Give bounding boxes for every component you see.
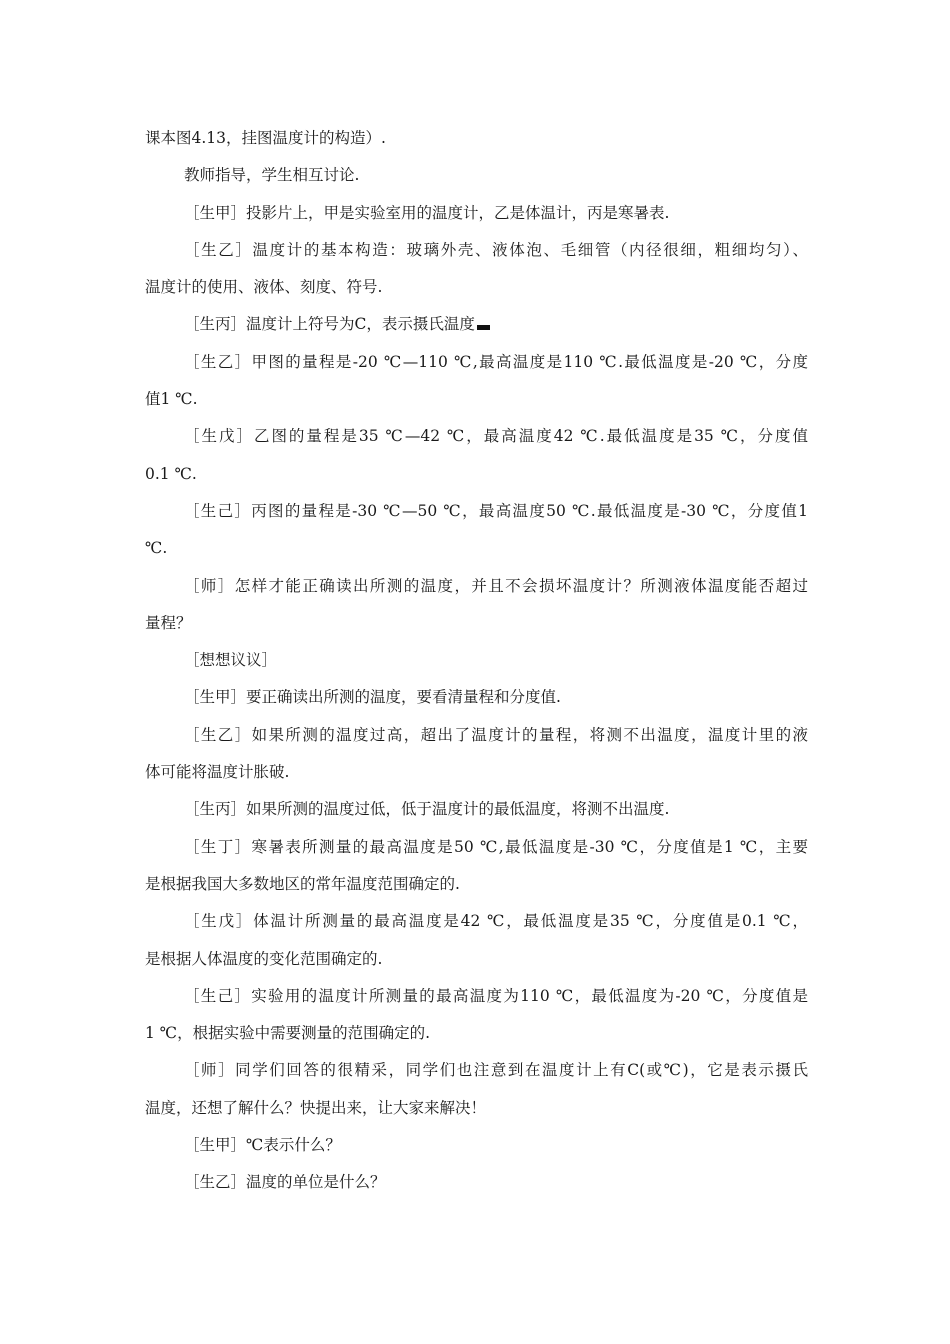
text-line: ［生丁］寒暑表所测量的最高温度是50 ℃,最低温度是-30 ℃，分度值是1 ℃，主要 — [184, 837, 808, 856]
text-line: 教师指导，学生相互讨论. — [184, 166, 360, 185]
text-line: 是根据人体温度的变化范围确定的. — [145, 949, 383, 968]
text-segment: ［生丙］温度计上符号为C，表示摄氏温度 — [184, 315, 475, 334]
text-line: ［生戊］体温计所测量的最高温度是42 ℃，最低温度是35 ℃，分度值是0.1 ℃， — [184, 912, 808, 931]
text-line: ［生甲］要正确读出所测的温度，要看清量程和分度值. — [184, 688, 561, 707]
text-line: ［生乙］如果所测的温度过高，超出了温度计的量程，将测不出温度，温度计里的液 — [184, 725, 808, 744]
text-line: ［生己］丙图的量程是-30 ℃—50 ℃，最高温度50 ℃.最低温度是-30 ℃，分度值1 — [184, 501, 808, 520]
text-line: 温度计的使用、液体、刻度、符号. — [145, 278, 383, 297]
text-line: ［生乙］甲图的量程是-20 ℃—110 ℃,最高温度是110 ℃.最低温度是-20 ℃，分度 — [184, 352, 808, 371]
text-line: 值1 ℃. — [145, 390, 198, 409]
text-line: ［生甲］投影片上，甲是实验室用的温度计，乙是体温计，丙是寒暑表. — [184, 203, 670, 222]
text-line: 课本图4.13，挂图温度计的构造）. — [145, 129, 386, 147]
text-line: ［生戊］乙图的量程是35 ℃—42 ℃，最高温度42 ℃.最低温度是35 ℃，分度值 — [184, 427, 808, 446]
text-line: ［生甲］℃表示什么？ — [184, 1136, 341, 1155]
text-line: ［师］同学们回答的很精采，同学们也注意到在温度计上有C(或℃)，它是表示摄氏 — [184, 1061, 808, 1080]
document-body — [145, 120, 808, 1202]
text-line-with-mark — [145, 306, 808, 343]
text-line: ［想想议议］ — [184, 651, 278, 670]
text-line: 1 ℃，根据实验中需要测量的范围确定的. — [145, 1024, 431, 1043]
text-line: 温度，还想了解什么？快提出来，让大家来解决！ — [145, 1098, 487, 1117]
text-line: 体可能将温度计胀破. — [145, 763, 290, 782]
text-line: 是根据我国大多数地区的常年温度范围确定的. — [145, 874, 460, 893]
text-line: 量程？ — [145, 613, 192, 632]
text-line: ［师］怎样才能正确读出所测的温度，并且不会损坏温度计？所测液体温度能否超过 — [184, 576, 808, 595]
text-line: ［生乙］温度计的基本构造：玻璃外壳、液体泡、毛细管（内径很细，粗细均匀）、 — [184, 240, 808, 259]
text-line: 0.1 ℃. — [145, 464, 197, 483]
text-line: ℃. — [145, 539, 168, 558]
text-line: ［生乙］温度的单位是什么？ — [184, 1173, 386, 1192]
text-line: ［生丙］如果所测的温度过低，低于温度计的最低温度，将测不出温度. — [184, 800, 670, 819]
text-line: ［生己］实验用的温度计所测量的最高温度为110 ℃，最低温度为-20 ℃，分度值是 — [184, 986, 808, 1005]
edit-mark — [477, 325, 490, 330]
